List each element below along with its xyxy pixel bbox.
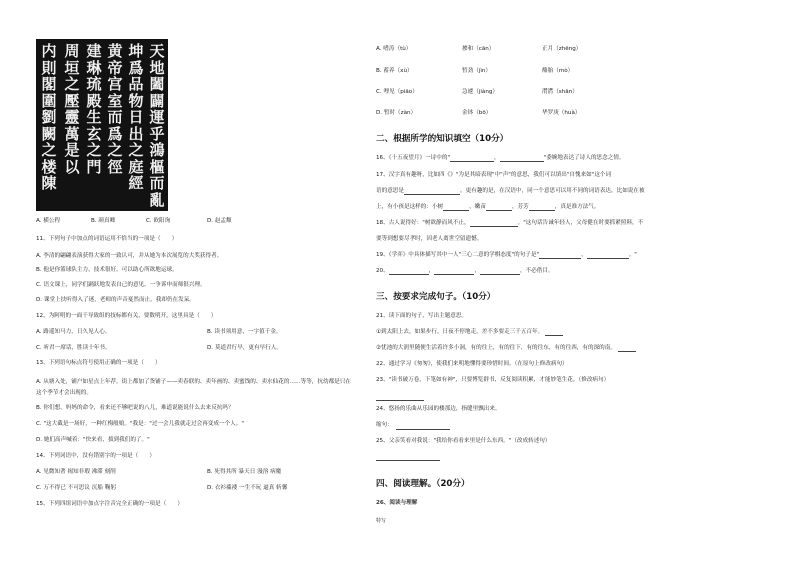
q15-option-c-1: C. 哩见（piāo） [376,89,418,95]
q19-blank-1[interactable] [539,258,581,259]
q12-option-b: B. 读书须用意，一字值千金。 [207,329,282,335]
calligraphy-char: 闔 [149,75,165,93]
q14-stem: 14、下列词语中，没有错别字的一项是（ ） [36,453,155,459]
calligraphy-char: 室 [107,91,123,110]
calligraphy-char: 鴻 [149,141,165,159]
q10-option-c: C. 欧阳询 [146,218,171,224]
q15-option-d-3: 华罗庚（huà） [542,110,581,116]
q12-option-a: A. 路遥知马力，日久见人心。 [36,329,111,335]
calligraphy-char: 琳 [86,58,102,77]
q23: 23、"读书破万卷，下笔如有神"，只要博览群书，反复阅读积累，才能妙笔生花。（修改病句） [376,377,610,383]
q23-answer-line[interactable] [376,400,424,401]
q15-option-a-3: 正月（zhēng） [542,46,582,52]
q18-text-a: 18、古人说得好："树欲静而风不止， [376,220,470,226]
q17-blank-4[interactable] [529,210,555,211]
q13-option-a: A. 从塘入处，铺户如星点上年荐。街上都加了货铺子——卖春联的、卖年画的、卖蜜饯的、卖水仙花的……等等，抗幼都是只在这个季节才会出现的。 [36,379,351,396]
calligraphy-char: 閣 [41,75,57,93]
calligraphy-char: 建 [86,42,102,60]
q15-option-c-2: 急遽（jiàng） [462,89,499,95]
q25: 25、父亲笑看对我说："我给你看看来里是什么东西。"（改成转述句） [376,438,551,444]
q20-text-c: ， [474,268,480,274]
q17-blank-2[interactable] [443,210,469,211]
calligraphy-char: 門 [86,157,102,176]
q13-stem: 13、下列语句标点符号使用正确的一项是（ ） [36,360,161,366]
q13-option-c: C. "这大截是一场好，一种红梅般娘。"我是："过一会儿我就走过会再变成一个人。" [36,421,244,427]
calligraphy-char: 坤 [128,42,144,60]
calligraphy-char: 之 [128,141,144,159]
q17-text-d: ，嫩苗 [469,204,486,210]
calligraphy-char: 生 [86,108,102,126]
q26: 26、阅读与理解 [376,500,418,506]
calligraphy-column-2 [127,43,145,209]
q19-text-b: ， [581,252,587,258]
q15-option-b-1: B. 蓄养（xù） [376,68,413,74]
q11-option-a: A. 李清的翩翩表演获得大家的一致认可，并从她为本次展览的大奖获得者。 [36,253,223,259]
q19 [376,253,637,259]
calligraphy-char: 黄 [107,42,123,60]
calligraphy-char: 品 [128,75,144,93]
q20-text-a: 20、 [376,268,389,274]
q18-line-1 [376,221,643,227]
q10-option-a: A. 横公程 [36,218,61,224]
q15-option-d-1: D. 暂时（zàn） [376,110,417,116]
calligraphy-column-4 [85,43,103,209]
q16-blank-1[interactable] [450,161,494,162]
q24-label: 缩句： [376,422,393,428]
q17-text-b: 。更有趣的是，在汉语中，同一个意思可以用不同的词语表达，比如说在被 [459,188,645,194]
q11-stem: 11、下列句子中加点的词语运用不恰当的一项是（ ） [36,236,178,242]
calligraphy-char: 闢 [149,91,165,110]
q12-option-c: C. 听君一席话，胜读十年书。 [36,345,111,351]
calligraphy-char: 之 [86,141,102,159]
calligraphy-char: 壓 [64,91,80,110]
q19-blank-2[interactable] [587,258,629,259]
q17-line-2 [376,189,645,195]
calligraphy-char: 是 [64,141,80,159]
q11-option-b: B. 他是你篮球队主力，技术很好，可以助心所欲地运球。 [36,267,178,273]
section-3-heading: 三、按要求完成句子。（10分） [376,292,496,302]
q22: 22、通过学习《匆匆》，使我们来明地懂得要珍惜时间。（在原句上修改病句） [376,361,568,367]
q24-answer-line[interactable] [396,429,450,430]
calligraphy-char: 日 [128,108,144,126]
calligraphy-char: 以 [64,157,80,176]
q13-option-b: B. 你们想，妈妈的命令，看来还不够吧说的八儿，难道说能说什么去来反抗吗？ [36,405,234,411]
q17-line-1: 17、汉字真有趣呀，比如四《》"为是其暗表现"中"声"的意思，我们可以填出"自愧来如"这个词 [376,172,612,178]
calligraphy-char: 經 [128,174,144,192]
calligraphy-char: 楼 [41,157,57,176]
calligraphy-char: 爲 [128,58,144,77]
calligraphy-char: 出 [128,124,144,143]
q16 [376,156,625,162]
q14-option-b: B. 死得其所 暴天日 漫溶 病魔 [207,469,282,475]
calligraphy-char: 天 [149,42,165,60]
calligraphy-char: 之 [107,141,123,159]
calligraphy-char: 内 [41,42,57,60]
q21-1-text: ①到太阳上去，如果步行，日夜不停地走，差不多要走三千五百年。 [376,329,544,335]
q21-stem: 21、读下面的句子，写出主题意思。 [376,313,468,319]
calligraphy-char: 爲 [107,124,123,143]
q20-blank-3[interactable] [480,274,520,275]
q17-text-e: ，芳芳 [511,204,529,210]
q16-blank-2[interactable] [500,161,544,162]
calligraphy-char: 運 [149,108,165,126]
calligraphy-char: 帝 [107,58,123,77]
q16-text-a: 16、《十五夜望月》一诗中的" [376,155,451,161]
calligraphy-char: 庭 [128,157,144,176]
q15-option-b-3: 酪胎（mò） [542,68,574,74]
q11-option-c: C. 语文课上，同学们踊跃地发表自己的意见，一争诉申而师很兴理。 [36,282,206,288]
q21-2-text: ②忧池的大润里随便生活着许多小洞，有的往上，有的往下，有的往东，有的往西，有的深的南。 [376,345,616,351]
q14-option-c: C. 万不得已 不可思议 沉船 鞠躬 [36,485,116,491]
q10-option-b: B. 颜真卿 [91,218,116,224]
q25-answer-line[interactable] [376,460,440,461]
q20 [376,269,554,275]
q16-text-b: ， [494,155,500,161]
calligraphy-char: 周 [64,42,80,60]
q15-stem: 15、下列四组词语中加点字注音完全正确的一项是（ ） [36,501,183,507]
q26-subtitle: 特写 [376,518,387,524]
calligraphy-char: 之 [64,75,80,93]
q17-text-c: 上，有小孩是这样的：小树 [376,204,444,210]
calligraphy-char: 徑 [107,157,123,176]
q17-text-f: ，真是准方法气。 [554,204,600,210]
calligraphy-char: 乎 [149,124,165,143]
q15-option-d-2: 金钵（bō） [462,110,492,116]
q20-text-b: ， [428,268,435,274]
q15-option-a-2: 掺和（cān） [462,46,495,52]
calligraphy-char: 陳 [41,174,57,192]
q19-text-a: 19、《学弈》中具体描写其中一人"三心二意的学棋态度"的句子是" [376,252,540,258]
q20-blank-2[interactable] [434,274,474,275]
q18-text-b: 。"这句话告诫年轻人，父母健在时要抓紧照料，不 [517,220,644,226]
q15-option-c-3: 潸潸（shān） [542,89,578,95]
calligraphy-char: 垣 [64,58,80,77]
q10-option-d: D. 赵孟頫 [207,218,232,224]
calligraphy-char: 琉 [86,75,102,93]
q13-option-d: D. 她们高声喊着："快来看，拔到我们的了。" [36,437,150,443]
calligraphy-char: 闕 [41,124,57,143]
q12-option-d: D. 莫道君行早，更有早行人。 [207,345,282,351]
q21-sentence-2 [376,346,636,352]
calligraphy-char: 而 [107,108,123,126]
q15-option-a-1: A. 嗜涛（tù） [376,46,412,52]
q19-text-c: 。" [628,252,637,258]
q21-1-blank[interactable] [545,335,563,336]
calligraphy-char: 樞 [149,157,165,176]
q17-blank-3[interactable] [486,210,512,211]
calligraphy-char: 地 [149,58,165,77]
calligraphy-char: 圍 [41,91,57,110]
q17-blank-1[interactable] [404,194,460,195]
calligraphy-image [36,39,168,211]
calligraphy-char: 宫 [107,75,123,93]
q16-text-c: "委婉地表达了诗人的思念之情。 [543,155,625,161]
section-2-heading: 二、根据所学的知识填空（10分） [376,134,509,144]
calligraphy-column-3 [106,43,124,209]
calligraphy-column-6 [40,43,58,209]
calligraphy-column-1 [148,43,166,209]
calligraphy-char: 之 [41,141,57,159]
calligraphy-char: 亂 [149,190,165,209]
calligraphy-char: 萬 [64,124,80,143]
calligraphy-char: 劉 [41,108,57,126]
calligraphy-char: 而 [149,174,165,192]
calligraphy-char: 殿 [86,91,102,110]
q14-option-a: A. 见微知著 揭知非瑕 沸滞 刻削 [36,469,116,475]
q17-text-a: 语的意思是 [376,188,404,194]
q12-stem: 12、为阿明的一面干导致组的技标都有关，要数明开，这里具是（ ） [36,313,217,319]
calligraphy-char: 則 [41,58,57,77]
q14-option-d: D. 衣衫褴褛 一生不玩 逼真 斩馨 [207,485,288,491]
q15-option-b-2: 暂劲（jìn） [462,68,492,74]
q18-blank[interactable] [470,226,518,227]
q18-line-2: 要等到想要尽孝时，因老人离世空留遗憾。 [376,236,483,242]
calligraphy-char: 物 [128,91,144,110]
q11-option-d: D. 课堂上扶听得入了迷，老师的声音戛然而止，我却仍在发呆。 [36,297,195,303]
q20-text-d: ，不必借目。 [519,268,554,274]
section-4-heading: 四、阅读理解。（20分） [376,479,470,489]
q24: 24、悠扬的乐曲从乐园的楼那边，指缝里飘出来。 [376,406,501,412]
q21-2-blank[interactable] [618,351,636,352]
calligraphy-char: 靈 [64,108,80,126]
calligraphy-char: 玄 [86,124,102,143]
q20-blank-1[interactable] [389,274,429,275]
q17-line-3 [376,205,600,211]
q21-sentence-1 [376,330,563,336]
calligraphy-column-5 [63,43,81,209]
